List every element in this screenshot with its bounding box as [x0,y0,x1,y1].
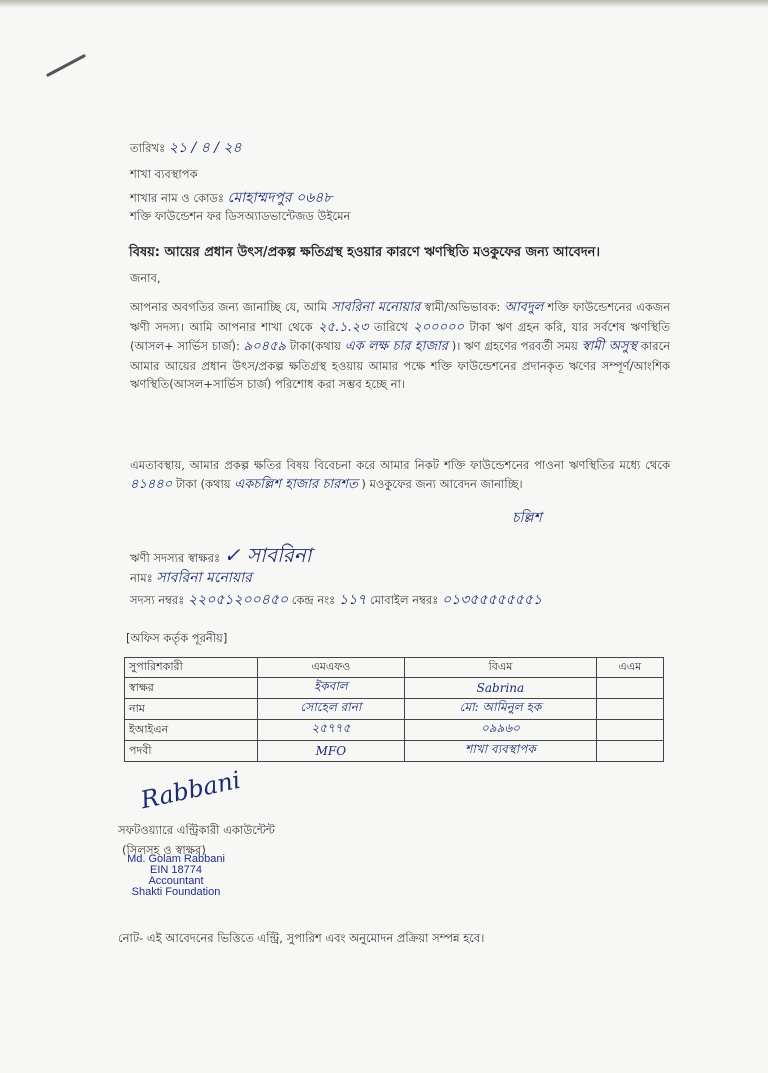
paragraph-2: এমতাবস্থায়, আমার প্রকল্প ক্ষতির বিষয় বিবেচনা করে আমার নিকট শক্তি ফাউন্ডেশনের পাওনা ঋণস্থিতির মধ্যে থেকে ৪১৪৪০ টাকা (কথায় একচল্লিশ হাজার চারশত ) মওকুফের জন্য আবেদন জানাচ্ছি। [130,458,670,492]
table-row: ইআইএন ২৫৭৭৫ ০৯৯৬০ [125,720,664,741]
accountant-title: সফটওয়্যারে এন্ট্রিকারী একাউন্টেন্ট [118,823,275,837]
accountant-signature: Rabbani [138,765,243,815]
addressee: শাখা ব্যবস্থাপক [130,167,198,181]
accountant-seal-note: (সিলসহ ও স্বাক্ষর) [122,843,206,857]
table-row [125,658,664,678]
office-use-label: [অফিস কর্তৃক পূরনীয়] [126,631,228,645]
table-header: এএম [596,658,663,678]
subject-line: বিষয়: আয়ের প্রধান উৎস/প্রকল্প ক্ষতিগ্রস্থ হওয়ার কারণে ঋণস্থিতি মওকুফের জন্য আবেদন। [129,245,601,260]
member-number: ২২০৫১২০০৪৫০ [187,592,289,608]
table-header: বিএম [405,658,596,678]
table-row: পদবী MFO শাখা ব্যবস্থাপক [125,741,664,762]
branch-line [130,186,332,210]
loan-date-fill: ২৫.১.২৩ [318,319,369,335]
reason-fill: স্বামী অসুস্থ [581,339,638,354]
balance-fill: ৯০৪৫৯ [243,339,286,354]
table-header: এমএফও [257,658,405,678]
borrower-name-line: নামঃ সাবরিনা মনোয়ার [130,570,252,586]
loan-amount-fill: ২০০০০০ [413,319,464,335]
branch-value: মোহাম্মদপুর ০৬৪৮ [227,190,333,206]
borrower-numbers-line: সদস্য নম্বরঃ ২২০৫১২০০৪৫০ কেন্দ্র নংঃ ১১৭ মোবাইল নম্বরঃ ০১৩৫৫৫৫৫৫৫১ [130,592,542,608]
office-table [124,657,664,762]
date-line [130,136,242,160]
guardian-fill: আবদুল [504,300,544,315]
page-shadow [0,0,768,8]
waiver-words-continued: চল্লিশ [512,510,542,526]
table-header: সুপারিশকারী [125,658,258,678]
center-number: ১১৭ [338,592,367,608]
accountant-stamp: Md. Golam Rabbani EIN 18774 Accountant Shakti Foundation [127,853,225,898]
branch-label: শাখার নাম ও কোডঃ [130,191,225,205]
waiver-amount-fill: ৪১৪৪০ [130,476,173,492]
borrower-signature: ✓ সাবরিনা [223,543,312,567]
pen-mark [46,54,86,77]
date-value: ২১ / ৪ / ২৪ [168,140,242,156]
table-row: নাম সোহেল রানা মো: আমিনুল হক [125,699,664,720]
date-label: তারিখঃ [130,141,166,155]
table-row: স্বাক্ষর ইকবাল Sabrina [125,678,664,699]
footer-note: নোট- এই আবেদনের ভিত্তিতে এন্ট্রি, সুপারিশ এবং অনুমোদন প্রক্রিয়া সম্পন্ন হবে। [118,931,485,945]
borrower-name: সাবরিনা মনোয়ার [156,570,252,586]
mobile-number: ০১৩৫৫৫৫৫৫৫১ [442,592,542,608]
paragraph-1: আপনার অবগতির জন্য জানাচ্ছি যে, আমি সাবরিনা মনোয়ার স্বামী/অভিভাবক: আবদুল শক্তি ফাউন্ডেশনের একজন ঋণী সদস্য। আমি আপনার শাখা থেকে ২৫.১.২৩ তারিখে ২০০০০০ টাকা ঋণ গ্রহন করি, যার সর্বশেষ ঋণস্থিতি (আসল+ সার্ভিস চার্জ): ৯০৪৫৯ টাকা(কথায় এক লক্ষ চার হাজার )। ঋণ গ্রহণের পরবর্তী সময় স্বামী অসুস্থ কারনে আমার আয়ের প্রধান উৎস/প্রকল্প ক্ষতিগ্রস্থ হওয়ায় আমার পক্ষে শক্তি ফাউন্ডেশনের প্রদানকৃত ঋণের সম্পূর্ণ/আংশিক ঋণস্থিতি(আসল+সার্ভিস চার্জ) পরিশোধ করা সম্ভব হচ্ছে না। [130,300,671,391]
borrower-name-fill: সাবরিনা মনোয়ার [331,300,421,315]
waiver-words-fill: একচল্লিশ হাজার চারশত [234,476,358,492]
organization: শক্তি ফাউন্ডেশন ফর ডিসঅ্যাডভান্টেজড উইমেন [130,209,351,223]
amount-words-fill: এক লক্ষ চার হাজার [344,339,448,354]
salutation: জনাব, [130,271,161,285]
borrower-signature-line: ঋণী সদস্যর স্বাক্ষরঃ ✓ সাবরিনা [130,543,312,567]
